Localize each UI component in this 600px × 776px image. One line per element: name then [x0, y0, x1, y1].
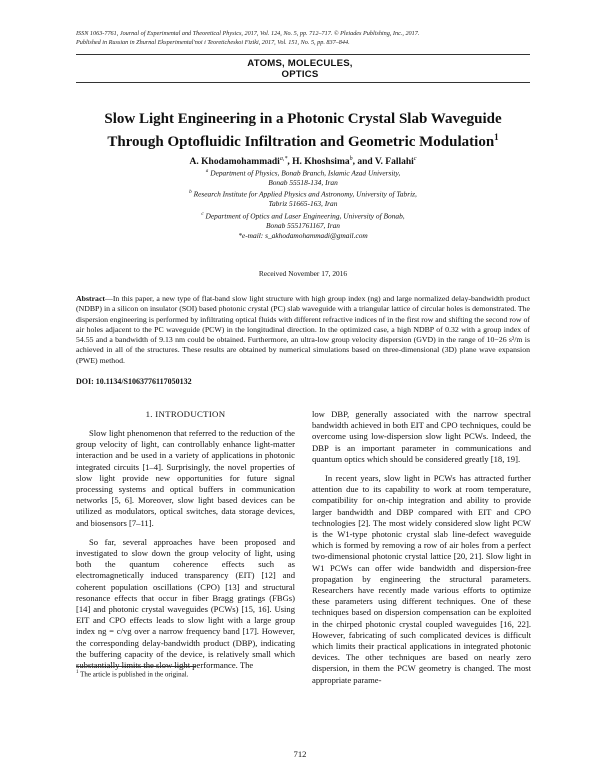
affiliation-a-line2: Bonab 55518-134, Iran — [268, 177, 338, 187]
affiliation-a — [130, 167, 476, 187]
affiliation-b-mark: b — [189, 189, 192, 195]
affiliation-a-line1: Department of Physics, Bonab Branch, Islamic Azad University, — [208, 168, 401, 178]
received-date: Received November 17, 2016 — [258, 269, 348, 278]
section-heading — [200, 58, 400, 80]
journal-header — [76, 29, 556, 47]
introduction-heading: 1. INTRODUCTION — [145, 409, 226, 419]
author-list — [76, 153, 530, 168]
author-2: H. Khoshsima — [292, 157, 350, 168]
title-footnote-mark: 1 — [494, 132, 499, 142]
paragraph: So far, several approaches have been proposed and investigated to slow down the group velocity of light, using both the quantum coherence effects such as electromagnetically induced transparency (EIT) [12] and coherent population oscillations (CPO) [13] and structural resonance effects that occur in fiber Bragg gratings (FBGs) [14] and photonic crystal waveguides (PCWs) [15, 16]. Using EIT and CPO effects leads to slow light with a large group index ng = c/vg over a narrow frequency band [17]. However, the corresponding delay-bandwidth product (DBP), indicating the buffering capacity of the device, is relatively small which substantially limits the slow light performance. The — [76, 536, 295, 671]
affiliation-c-line2: Bonab 5551761167, Iran — [266, 220, 340, 230]
abstract-text: —In this paper, a new type of flat-band slow light structure with high group index (ng) and large normalized delay-bandwidth product (NDBP) in a silicon on insulator (SOI) based photonic crystal (PC) slab waveguide with a triangular lattice of circular holes is demonstrated. The dispersion engineering is performed by infiltrating optical fluids with different refractive indices nf in the first row and shifting the second row of air holes adjacent to the PC waveguide (PCW) in the longitudinal direction. In the optimized case, a high NDBP of 0.32 with a group index of 54.55 and a bandwidth of 9.13 nm could be obtained. Furthermore, an ultra-low group velocity dispersion (GVD) in the range of 10−26 s²/m is achieved in all of the structures. These results are obtained by numerical simulations based on three-dimensional (3D) plane wave expansion (PWE) method. — [76, 294, 530, 365]
paper-title — [76, 110, 530, 151]
footnote — [76, 670, 188, 678]
author-2-sup: b — [349, 156, 353, 162]
abstract — [76, 294, 530, 366]
page-number: 712 — [293, 749, 307, 759]
title-line1: Slow Light Engineering in a Photonic Crystal Slab Waveguide — [104, 111, 502, 127]
title-line2: Through Optofluidic Infiltration and Geometric Modulation — [107, 134, 495, 150]
author-separator: , and — [352, 157, 375, 168]
paragraph: In recent years, slow light in PCWs has attracted further attention due to its capability to work at room temperature, compatibility for on-chip integration and ability to provide larger bandwidth and DBP compared with EIT and CPO technologies [2]. The most widely considered slow light PCW is the W1-type photonic crystal slab line-defect waveguide which is formed by removing a row of air holes from a perfect two-dimensional photonic crystal lattice [20, 21]. Slow light in W1 PCWs can offer wide bandwidth and dispersion-free propagation by engineering the structural parameters. Researchers have recently made various efforts to optimize these parameters using different techniques. One of these techniques based on dispersion compensation can be exploited in the chirped photonic crystal coupled waveguides [16, 22]. However, fabricating of such complicated devices is difficult which limits their practical applications in integrated photonic devices. The other techniques are based on nearly zero dispersion, in them the PCW geometry is changed. The most appropriate parame- — [312, 473, 531, 685]
header-rule-bottom — [76, 82, 530, 83]
section-line1: ATOMS, MOLECULES, — [247, 58, 353, 69]
corresponding-email — [130, 231, 476, 241]
email-text: *e-mail: s_akhodamohammadi@gmail.com — [238, 231, 368, 240]
paragraph: low DBP, generally associated with the narrow spectral bandwidth achieved in both EIT and CPO techniques, could be overcome using low-dispersion slow light PCWs. Indeed, the DBP is an important parameter in communications and quantum optics which should be considered greatly [18, 19]. — [312, 409, 531, 464]
affiliation-b-line1: Research Institute for Applied Physics and Astronomy, University of Tabriz, — [191, 189, 417, 199]
author-1-sup: a,* — [279, 156, 288, 162]
footnote-rule — [76, 666, 196, 667]
footnote-text: The article is published in the original. — [78, 670, 189, 679]
affiliation-b — [130, 188, 476, 208]
paragraph: Slow light phenomenon that referred to the reduction of the group velocity of light, can controllably enhance light-matter interaction and be used in a variety of applications in photonic integrated circuits [1–4]. Surprisingly, the novel properties of slow light provide new opportunities for future signal processing systems and optical buffers in communication networks [5, 6]. Moreover, slow light based devices can be utilized as modulators, optical switches, data storage devices, and biosensors [7–11]. — [76, 428, 295, 528]
affiliation-c-line1: Department of Optics and Laser Engineering, University of Bonab, — [203, 211, 405, 221]
author-3: V. Fallahi — [374, 157, 414, 168]
author-1: A. Khodamohammadi — [189, 157, 280, 168]
left-column — [76, 428, 295, 671]
right-column — [312, 409, 531, 686]
abstract-label: Abstract — [76, 294, 106, 303]
section-line2: OPTICS — [281, 69, 319, 80]
journal-header-line1: ISSN 1063-7761, Journal of Experimental and Theoretical Physics, 2017, Vol. 124, No. 5, pp. 712–717. © Pleiades Publishing, Inc., 2017. — [76, 30, 420, 37]
journal-header-line2: Published in Russian in Zhurnal Eksperimental'noi i Teoreticheskoi Fiziki, 2017, Vol. 151, No. 5, pp. 837–844. — [76, 39, 350, 46]
affiliation-c — [130, 210, 476, 230]
footnote-mark: 1 — [76, 670, 79, 675]
affiliation-a-mark: a — [205, 168, 209, 174]
affiliation-b-line2: Tabriz 51665-163, Iran — [268, 198, 338, 208]
affiliation-c-mark: c — [201, 211, 204, 217]
doi: DOI: 10.1134/S1063776117050132 — [76, 377, 192, 386]
author-separator: , — [287, 157, 293, 168]
header-rule-top — [76, 54, 530, 55]
author-3-sup: c — [413, 156, 417, 162]
